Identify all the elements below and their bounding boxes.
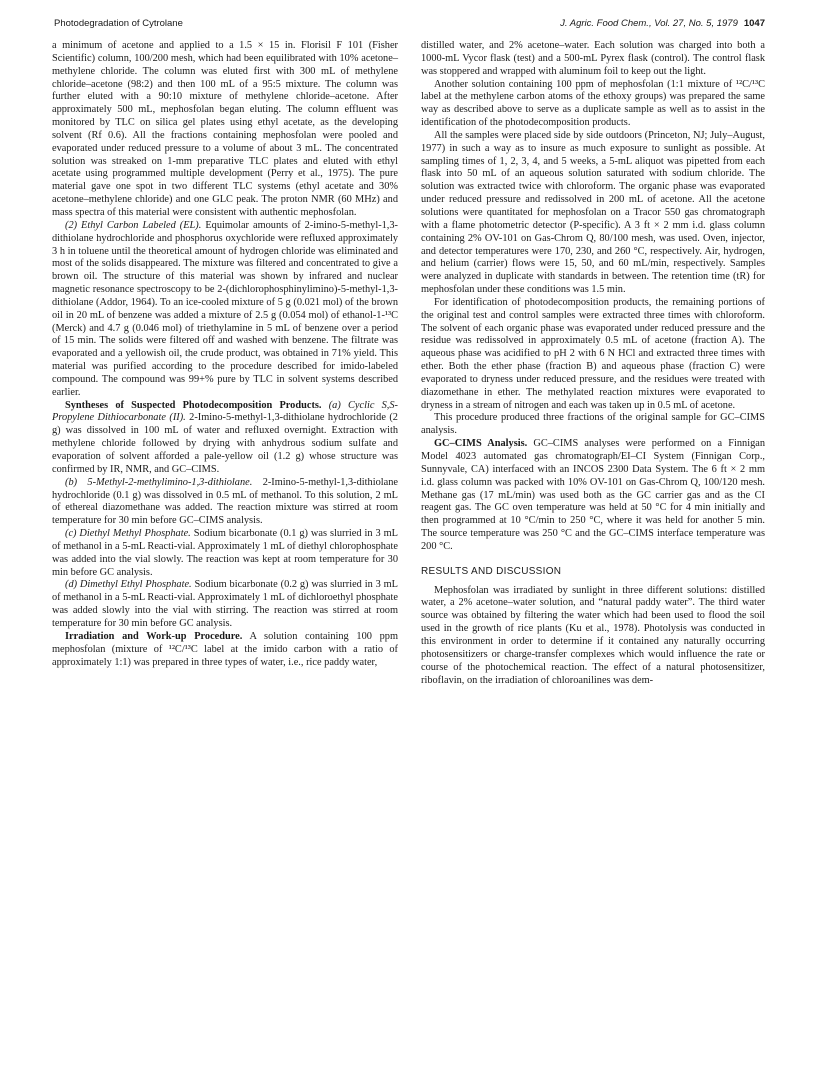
subsection-label: (c) Diethyl Methyl Phosphate. [65,528,191,540]
section-heading: RESULTS AND DISCUSSION [421,565,562,577]
paragraph: Mephosfolan was irradiated by sunlight in three different solutions: distilled water, a 2% acetone–water solution, and “natural paddy water”. The third water source was obtained by filtering the water which had been used to flood the soil used in the growth of rice plants (Ku et al., 1978). Photolysis was conducted in this environment in order to determine if it contained any naturally occurring photosensitizers or charge-transfer complexes which would influence the rate or course of the photochemical reaction. The effect of a natural photosensitizer, riboflavin, on the irradiation of chloroanilines was dem- [421,584,765,686]
runin-heading: Irradiation and Work-up Procedure. [65,630,243,642]
subsection-label: (b) 5-Methyl-2-methylimino-1,3-dithiolane. [65,476,253,488]
paragraph: All the samples were placed side by side outdoors (Princeton, NJ; July–August, 1977) in such a way as to insure as much exposure to sunlight as possible. At sampling times of 1, 2, 3, 4, and 5 weeks, a 5-mL aliquot was pipetted from each flask into 50 mL of an aqueous solution saturated with sodium chloride. The solution was extracted twice with chloroform. The organic phase was evaporated under reduced pressure and redissolved in 200 mL of acetone. All the acetone solutions were quantitated for mephosfolan on a Tracor 550 gas chromatograph with a flame photometric detector (P-specific). A 3 ft × 2 mm i.d. glass column containing 2% OV-101 on Gas-Chrom Q, 80/100 mesh, was used. Oven, injector, and detector temperatures were 170, 230, and 260 °C, respectively. Air, hydrogen, and helium (carrier) flows were 15, 50, and 60 mL/min, respectively. Samples were analyzed in duplicate with standards in between. The retention time (tR) for mephosfolan under these conditions was 1.5 min. [421,129,765,296]
paragraph-text: GC–CIMS analyses were performed on a Finnigan Model 4023 automated gas chromatograph/EI–CI System (Finnigan Corp., Sunnyvale, CA) interfaced with an INCOS 2300 Data System. The 6 ft × 2 mm i.d. glass column was packed with 10% OV-101 on Gas-Chrom Q, 100/120 mesh. Methane gas (17 mL/min) was used both as the GC carrier gas and as the CI reagent gas. The GC oven temperature was held at 50 °C for 4 min initially and then programmed at 10 °C/min to 250 °C, where it was held for another 5 min. The source temperature was 250 °C and the GC–CIMS interface temperature was 200 °C. [421,438,766,552]
paragraph-text: 2-Imino-5-methyl-1,3-dithiolane hydrochloride (2 g) was dissolved in 100 mL of water and refluxed overnight. Extraction with methylene chloride followed by drying with anhydrous sodium sulfate and evaporation of solvent afforded a pale-yellow oil (1.2 g) whose structure was confirmed by IR, NMR, and GC–CIMS. [52,412,398,475]
subsection-label: (2) Ethyl Carbon Labeled (EL). [65,219,202,231]
paragraph [52,477,398,528]
paragraph [52,631,398,670]
journal-name: J. Agric. Food Chem., Vol. 27, No. 5, 1979 [560,18,738,29]
running-title: Photodegradation of Cytrolane [54,18,183,29]
paragraph: Another solution containing 100 ppm of mephosfolan (1:1 mixture of ¹²C/¹³C label at the methylene carbon atoms of the ethoxy groups) was prepared the same way as described above to serve as a duplicate sample as well as to assist in the identification of the photodecomposition products. [421,78,765,129]
subsection-label: (d) Dimethyl Ethyl Phosphate. [65,579,192,591]
paragraph [421,438,765,554]
running-head [54,18,765,34]
paragraph-text: 2-Imino-5-methyl-1,3-dithiolane hydrochloride (0.1 g) was dissolved in 0.5 mL of methanol. To this solution, 2 mL of ethereal diazomethane was added. The reaction mixture was stirred at room temperature for 30 min before GC–CIMS analysis. [52,476,398,527]
runin-heading: GC–CIMS Analysis. [434,438,528,450]
left-column [52,40,398,669]
paragraph [52,220,398,400]
paragraph-text: Equimolar amounts of 2-imino-5-methyl-1,3-dithiolane hydrochloride and phosphorus oxychloride were refluxed approximately 3 h in toluene until the theoretical amount of hydrogen chloride was eliminated and most of the solids disappeared. The mixture was filtered and concentrated to give a brown oil. The structure of this material was shown by infrared and nuclear magnetic resonance spectroscopy to be 2-(dichlorophosphinylimino)-5-methyl-1,3-dithiolane (Addor, 1964). To an ice-cooled mixture of 5 g (0.021 mol) of the brown oil in 20 mL of benzene was added a mixture of 2.5 g (0.054 mol) of ethanol-1-¹³C (Merck) and 4.7 g (0.046 mol) of triethylamine in 5 mL of benzene over a period of 15 min. The solids were filtered off and washed with benzene. The filtrate was evaporated and a yellowish oil, the crude product, was obtained in 71% yield. This material was purified according to the procedure described for imido-labeled compound. The compound was 99+% pure by TLC in solvent systems described earlier. [52,219,399,398]
paragraph: a minimum of acetone and applied to a 1.5 × 15 in. Florisil F 101 (Fisher Scientific) column, 100/200 mesh, which had been equilibrated with 10% acetone–methylene chloride. The column was eluted first with 300 mL of methylene chloride–acetone (98:2) and then 100 mL of a 95:5 mixture. The column was further eluted with a 90:10 mixture of methylene chloride–acetone. After approximately 500 mL, mephosfolan began eluting. The column effluent was monitored by TLC on silica gel plates using ethyl acetate, as the developing solvent (Rf 0.6). All the fractions containing mephosfolan were pooled and evaporated under reduced pressure to a volume of about 3 mL. The concentrated solution was streaked on 1-mm preparative TLC plates and eluted with ethyl acetate using programmed multiple development (Perry et al., 1975). The pure material gave one spot in two different TLC systems (ethyl acetate and 30% acetone–methylene chloride) and one GLC peak. The proton NMR (60 MHz) and mass spectra of this material were consistent with authentic mephosfolan. [52,40,398,218]
paragraph [52,528,398,579]
paragraph: For identification of photodecomposition products, the remaining portions of the original test and control samples were extracted three times with chloroform. The solvent of each organic phase was evaporated under reduced pressure and the residue was redissolved in approximately 0.5 mL of acetone (fraction A). The aqueous phase was acidified to pH 2 with 6 N HCl and extracted three times with ether. Both the ether phase (fraction B) and aqueous phase (fraction C) were evaporated to dryness under reduced pressure, and the residues were treated with diazomethane in ether. The methylated reaction mixtures were evaporated to dryness in a stream of nitrogen and each was taken up in 0.5 mL of acetone. [421,296,765,411]
paragraph-text: Sodium bicarbonate (0.1 g) was slurried in 3 mL of methanol in a 5-mL Reacti-vial. Approximately 1 mL of diethyl chlorophosphate was added into the vial slowly. The reaction was kept at room temperature for 30 min before GC analysis. [52,528,398,578]
paragraph-text: A solution containing 100 ppm mephosfolan (mixture of ¹²C/¹³C label at the imido carbon with a ratio of approximately 1:1) was prepared in three types of water, i.e., rice paddy water, [52,630,398,668]
right-column [421,40,765,687]
paragraph [52,400,398,477]
paragraph-text: Sodium bicarbonate (0.2 g) was slurried in 3 mL of methanol in a 5-mL Reacti-vial. Approximately 1 mL of dichloroethyl phosphate was added slowly into the vial with stirring. The reaction was stirred at room temperature for 30 min before GC analysis. [52,579,398,629]
paragraph: distilled water, and 2% acetone–water. Each solution was charged into both a 1000-mL Vycor flask (test) and a 500-mL Pyrex flask (control). The control flask was stoppered and wrapped with aluminum foil to keep out the light. [421,40,765,77]
runin-heading: Syntheses of Suspected Photodecomposition Products. [65,399,322,411]
paragraph: This procedure produced three fractions of the original sample for GC–CIMS analysis. [421,412,765,437]
page-number: 1047 [743,18,765,29]
journal-citation [560,18,765,29]
paragraph [52,579,398,630]
subsection-label: (a) Cyclic S,S-Propylene Dithiocarbonate (II). [52,399,398,424]
